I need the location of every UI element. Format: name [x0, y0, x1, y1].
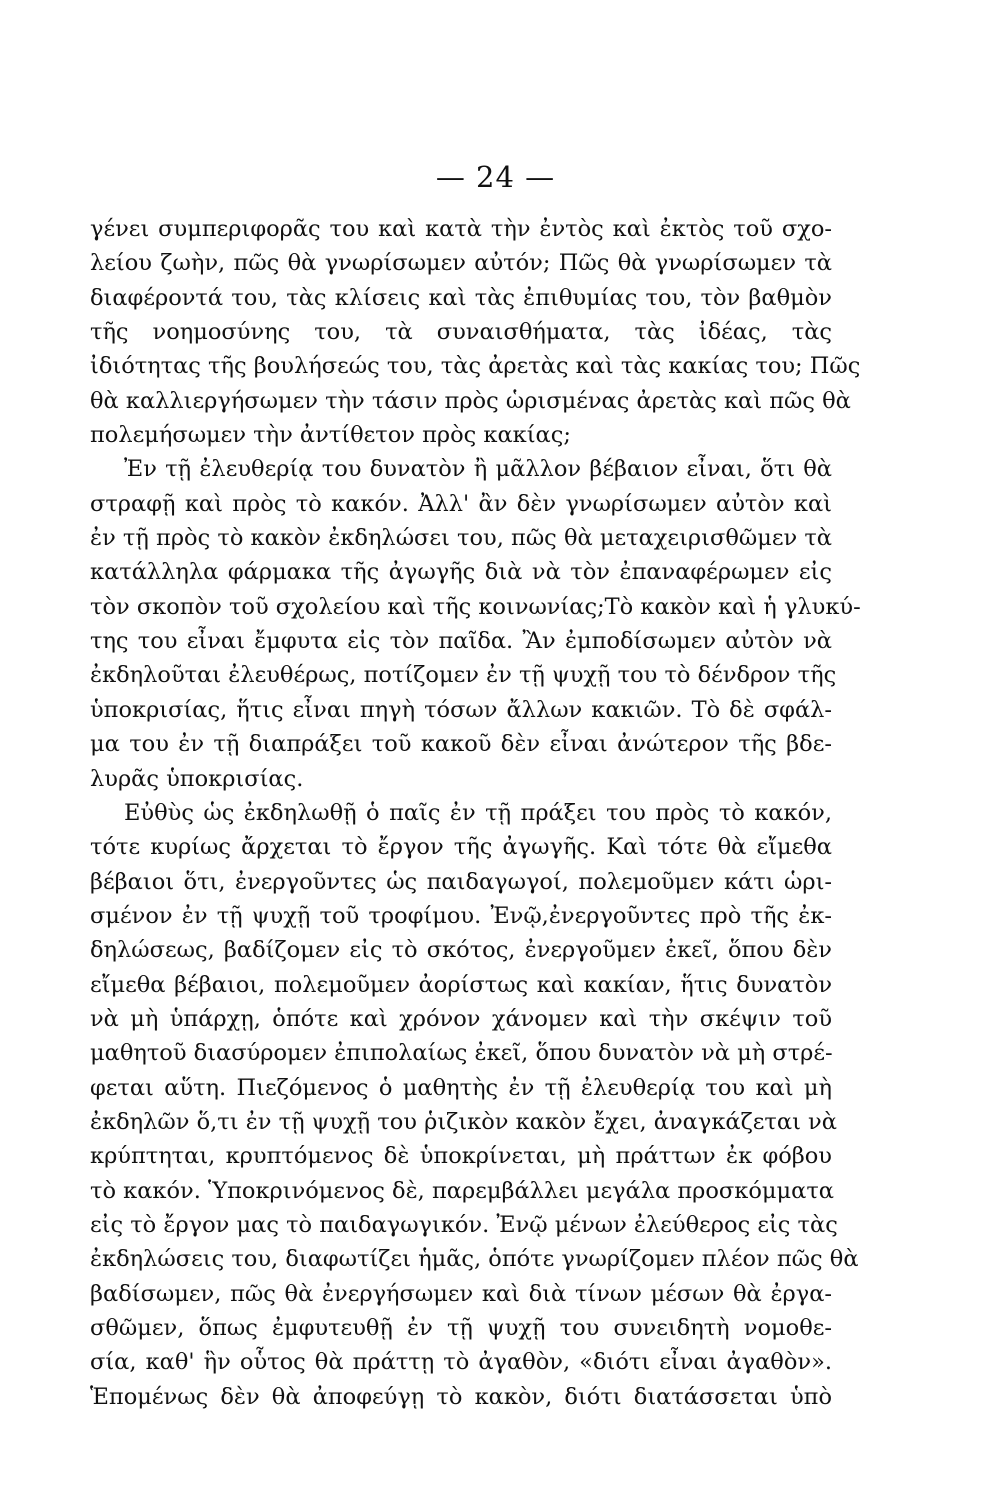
text-line: κατάλληλα φάρμακα τῆς ἀγωγῆς διὰ νὰ τὸν ἐπαναφέρωμεν εἰς	[90, 559, 832, 586]
text-line: βαδίσωμεν, πῶς θὰ ἐνεργήσωμεν καὶ διὰ τίνων μέσων θὰ ἐργα-	[90, 1280, 832, 1307]
text-line: τότε κυρίως ἄρχεται τὸ ἔργον τῆς ἀγωγῆς. Καὶ τότε θὰ εἴμεθα	[90, 834, 832, 861]
text-line: σμένον ἐν τῇ ψυχῇ τοῦ τροφίμου. Ἐνῷ,ἐνεργοῦντες πρὸ τῆς ἐκ-	[90, 902, 832, 929]
text-line: κρύπτηται, κρυπτόμενος δὲ ὑποκρίνεται, μὴ πράττων ἐκ φόβου	[90, 1143, 832, 1170]
text-line: Ἑπομένως δὲν θὰ ἀποφεύγῃ τὸ κακὸν, διότι διατάσσεται ὑπὸ	[90, 1383, 832, 1410]
text-line: γένει συμπεριφορᾶς του καὶ κατὰ τὴν ἐντὸς καὶ ἐκτὸς τοῦ σχο-	[90, 216, 832, 242]
text-line: φεται αὕτη. Πιεζόμενος ὁ μαθητὴς ἐν τῇ ἐλευθερίᾳ του καὶ μὴ	[90, 1074, 832, 1101]
text-line: ἐν τῇ πρὸς τὸ κακὸν ἐκδηλώσει του, πῶς θὰ μεταχειρισθῶμεν τὰ	[90, 525, 832, 552]
text-line: δηλώσεως, βαδίζομεν εἰς τὸ σκότος, ἐνεργοῦμεν ἐκεῖ, ὅπου δὲν	[90, 937, 832, 964]
text-line: ἰδιότητας τῆς βουλήσεώς του, τὰς ἀρετὰς καὶ τὰς κακίας του; Πῶς	[90, 353, 861, 380]
text-line: σθῶμεν, ὅπως ἐμφυτευθῇ ἐν τῇ ψυχῇ του συνειδητὴ νομοθε-	[90, 1315, 832, 1341]
text-line: στραφῇ καὶ πρὸς τὸ κακόν. Ἀλλ' ἂν δὲν γνωρίσωμεν αὐτὸν καὶ	[90, 490, 832, 517]
text-line: ὑποκρισίας, ἥτις εἶναι πηγὴ τόσων ἄλλων κακιῶν. Τὸ δὲ σφάλ-	[90, 696, 832, 723]
text-line: πολεμήσωμεν τὴν ἀντίθετον πρὸς κακίας;	[90, 422, 571, 449]
text-line: εἴμεθα βέβαιοι, πολεμοῦμεν ἀορίστως καὶ κακίαν, ἥτις δυνατὸν	[90, 971, 832, 998]
text-line: της του εἶναι ἔμφυτα εἰς τὸν παῖδα. Ἂν ἐμποδίσωμεν αὐτὸν νὰ	[90, 628, 832, 655]
text-line: ἐκδηλῶν ὅ,τι ἐν τῇ ψυχῇ του ῥιζικὸν κακὸν ἔχει, ἀναγκάζεται νὰ	[90, 1108, 837, 1135]
text-line: Ἐν τῇ ἐλευθερίᾳ του δυνατὸν ἢ μᾶλλον βέβαιον εἶναι, ὅτι θὰ	[124, 456, 832, 483]
text-line: μα του ἐν τῇ διαπράξει τοῦ κακοῦ δὲν εἶναι ἀνώτερον τῆς βδε-	[90, 731, 832, 758]
text-line: Εὐθὺς ὡς ἐκδηλωθῇ ὁ παῖς ἐν τῇ πράξει του πρὸς τὸ κακόν,	[124, 799, 832, 826]
page-number: — 24 —	[435, 160, 556, 194]
text-line: εἰς τὸ ἔργον μας τὸ παιδαγωγικόν. Ἐνῷ μένων ἐλεύθερος εἰς τὰς	[90, 1211, 838, 1238]
text-line: νὰ μὴ ὑπάρχῃ, ὁπότε καὶ χρόνον χάνομεν καὶ τὴν σκέψιν τοῦ	[90, 1005, 832, 1032]
text-line: διαφέροντά του, τὰς κλίσεις καὶ τὰς ἐπιθυμίας του, τὸν βαθμὸν	[90, 284, 832, 311]
text-line: βέβαιοι ὅτι, ἐνεργοῦντες ὡς παιδαγωγοί, πολεμοῦμεν κάτι ὡρι-	[90, 868, 832, 895]
text-line: τὸ κακόν. Ὑποκρινόμενος δὲ, παρεμβάλλει μεγάλα προσκόμματα	[90, 1177, 834, 1204]
text-line: μαθητοῦ διασύρομεν ἐπιπολαίως ἐκεῖ, ὅπου δυνατὸν νὰ μὴ στρέ-	[90, 1040, 833, 1067]
text-line: σία, καθ' ἣν οὗτος θὰ πράττῃ τὸ ἀγαθὸν, «διότι εἶναι ἀγαθὸν».	[90, 1349, 832, 1376]
text-line: τὸν σκοπὸν τοῦ σχολείου καὶ τῆς κοινωνίας;Τὸ κακὸν καὶ ἡ γλυκύ-	[90, 593, 861, 620]
text-line: λείου ζωὴν, πῶς θὰ γνωρίσωμεν αὐτόν; Πῶς θὰ γνωρίσωμεν τὰ	[90, 250, 832, 277]
text-line: λυρᾶς ὑποκρισίας.	[90, 765, 304, 792]
text-line: ἐκδηλοῦται ἐλευθέρως, ποτίζομεν ἐν τῇ ψυχῇ του τὸ δένδρον τῆς	[90, 662, 837, 689]
text-line: θὰ καλλιεργήσωμεν τὴν τάσιν πρὸς ὡρισμένας ἀρετὰς καὶ πῶς θὰ	[90, 387, 851, 414]
text-line: ἐκδηλώσεις του, διαφωτίζει ἡμᾶς, ὁπότε γνωρίζομεν πλέον πῶς θὰ	[90, 1246, 859, 1273]
body-text	[90, 212, 861, 1414]
text-line: τῆς νοημοσύνης του, τὰ συναισθήματα, τὰς ἰδέας, τὰς	[90, 319, 832, 346]
